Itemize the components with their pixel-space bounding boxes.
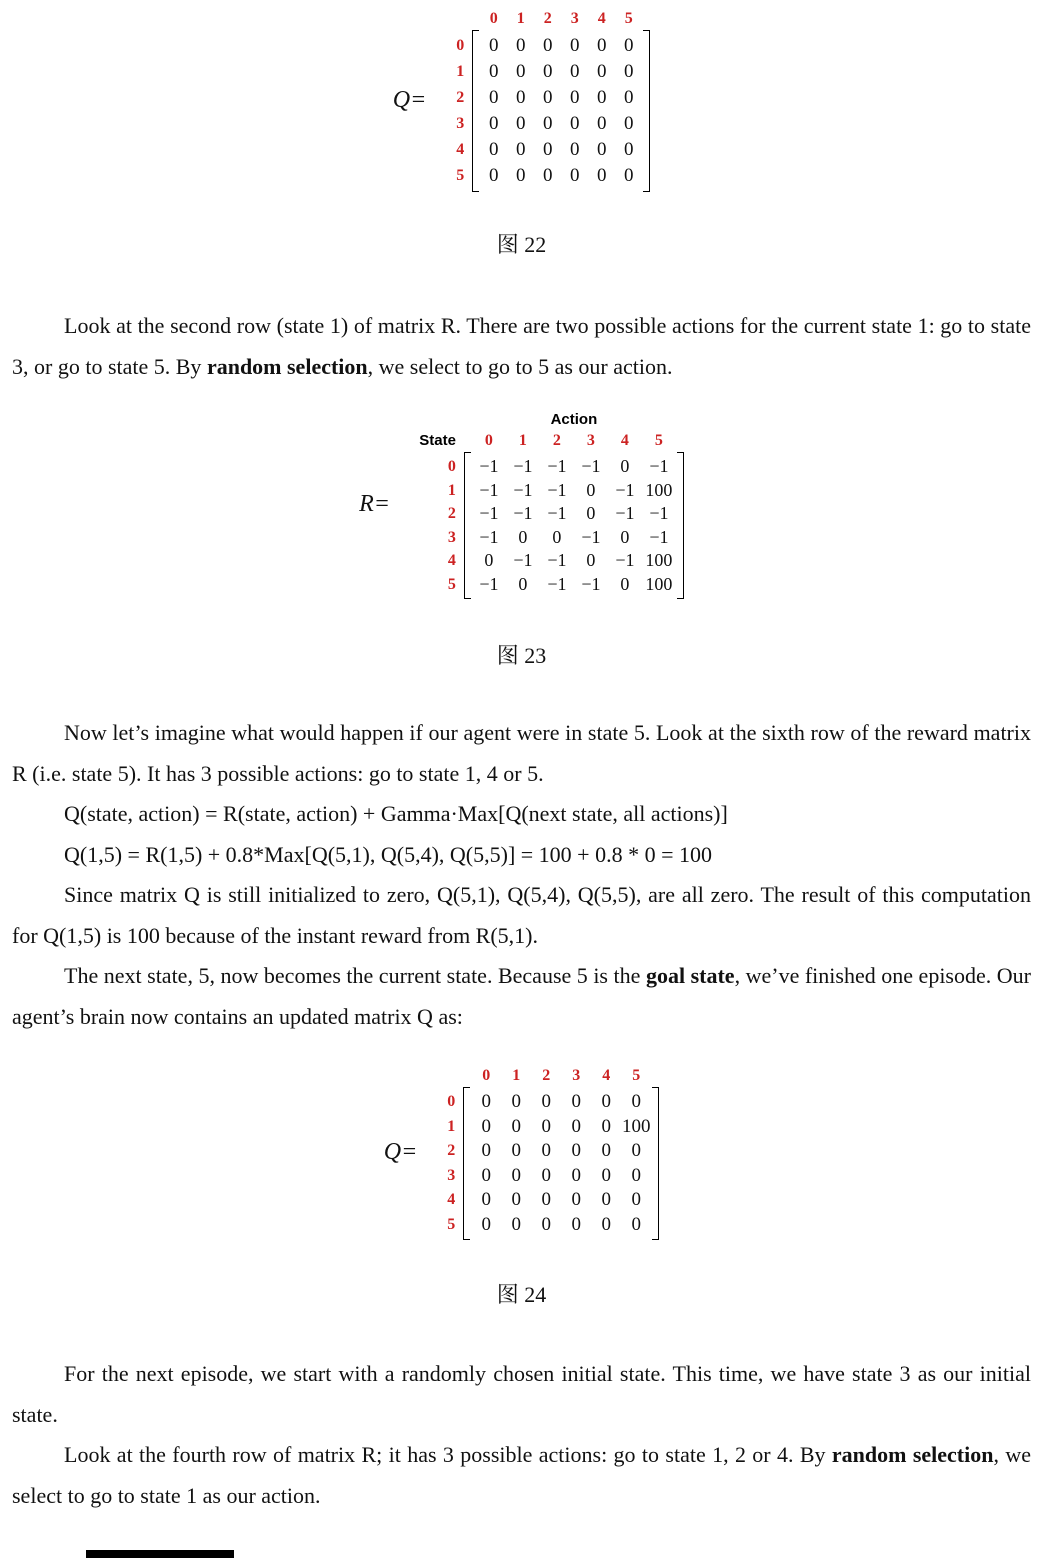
matrix-cell: 0 (518, 573, 528, 594)
matrix-cell: 0 (624, 87, 634, 108)
r-matrix (404, 409, 684, 599)
figure-23 (12, 409, 1031, 599)
matrix-cell: 0 (571, 1164, 582, 1186)
matrix-column-header: 0 (482, 1067, 491, 1084)
text-block-3 (12, 1354, 1031, 1516)
matrix-column-header: 1 (516, 10, 525, 27)
figure-22 (12, 8, 1031, 192)
matrix-corner-spacer (404, 409, 464, 430)
matrix-column-headers (463, 1065, 659, 1087)
matrix-cell: 0 (586, 503, 596, 523)
matrix-cell: 0 (489, 61, 499, 82)
matrix-row-labels (440, 30, 472, 192)
matrix-row (472, 526, 676, 550)
matrix-cell: 0 (489, 113, 499, 134)
matrix-column-headers (464, 430, 684, 452)
q-matrix-updated (431, 1065, 659, 1240)
matrix-cell: 0 (489, 165, 499, 186)
matrix-cell: 100 (645, 573, 673, 594)
matrix-cell: 0 (541, 1213, 552, 1235)
paragraph-next-episode (12, 1354, 1031, 1435)
paragraph-text: Since matrix Q is still initialized to zero, Q(5,1), Q(5,4), Q(5,5), are all zero. The result of this computation for Q(1,5) is 100 because of the instant reward from R(5,1). (12, 882, 1031, 948)
matrix-cell: 0 (586, 550, 596, 570)
matrix-row (471, 1115, 651, 1140)
matrix-row (480, 59, 642, 85)
matrix-row-label: 3 (456, 115, 465, 132)
matrix-row-label: 1 (447, 1117, 456, 1135)
matrix-row-label: 2 (456, 89, 465, 106)
matrix-row (472, 479, 676, 503)
matrix-column-header: 1 (518, 432, 527, 449)
matrix-body (440, 30, 650, 192)
matrix-cell: −1 (581, 573, 601, 594)
matrix-cell: −1 (513, 456, 533, 476)
matrix-cell: 0 (624, 61, 634, 82)
matrix-cell: 0 (516, 61, 526, 82)
text-block-1 (12, 306, 1031, 387)
matrix-cell: 0 (620, 573, 630, 594)
matrix-corner-spacer (431, 1065, 463, 1087)
matrix-cell: 100 (645, 550, 673, 570)
matrix-column-header: 0 (489, 10, 498, 27)
matrix-cell: 0 (631, 1091, 642, 1112)
matrix-cell: 0 (511, 1189, 522, 1210)
paragraph-text: , we select to go to state 1 as our action. (12, 1442, 1032, 1508)
matrix-cell: −1 (649, 503, 669, 523)
matrix-cell: 0 (570, 113, 580, 134)
matrix-cell: 0 (624, 35, 634, 56)
matrix-row-labels (431, 1087, 463, 1240)
matrix-cell: −1 (479, 456, 499, 476)
matrix-row (472, 502, 676, 526)
matrix-cell: 0 (631, 1164, 642, 1186)
matrix-column-header: 4 (620, 432, 629, 449)
matrix-cell: 0 (601, 1164, 612, 1186)
paragraph-goal-state (12, 956, 1031, 1037)
matrix-header-row (404, 430, 684, 452)
text-block-2 (12, 713, 1031, 1037)
r-equals-label: R= (359, 490, 390, 517)
matrix-cell: −1 (615, 550, 635, 570)
matrix-row-label: 4 (456, 141, 465, 158)
formula-text: Q(1,5) = R(1,5) + 0.8*Max[Q(5,1), Q(5,4), Q(5,5)] = 100 + 0.8 * 0 = 100 (64, 841, 713, 867)
matrix-row (480, 137, 642, 163)
matrix-cell: 0 (631, 1213, 642, 1235)
matrix-cell: 0 (541, 1091, 552, 1112)
matrix-column-header: 5 (624, 10, 633, 27)
matrix-row-label: 5 (447, 575, 456, 593)
matrix-cell: 0 (516, 113, 526, 134)
matrix-cell: −1 (581, 456, 601, 476)
matrix-column-header: 3 (572, 1067, 581, 1084)
matrix-header-row (440, 8, 650, 30)
matrix-cell: 0 (543, 61, 553, 82)
matrix-body (404, 452, 684, 599)
paragraph-text: The next state, 5, now becomes the current state. Because 5 is the (64, 963, 646, 988)
matrix-body (431, 1087, 659, 1240)
matrix-cell: 0 (570, 139, 580, 160)
cropped-text-artifact (86, 1550, 234, 1558)
matrix-row-label: 5 (447, 1215, 456, 1233)
matrix-row-label: 1 (447, 481, 456, 499)
matrix-cell: −1 (547, 456, 567, 476)
matrix-row (480, 85, 642, 111)
matrix-cell: 0 (586, 479, 596, 500)
matrix-cell: −1 (649, 456, 669, 476)
matrix-row (472, 455, 676, 479)
q-matrix-initial-figure (12, 8, 1031, 192)
matrix-cell: 0 (624, 165, 634, 186)
matrix-cell: 0 (489, 87, 499, 108)
paragraph-text: Now let’s imagine what would happen if our agent were in state 5. Look at the sixth row of the reward matrix R (i.e. state 5). It has 3 possible actions: go to state 1, 4 or 5. (12, 720, 1031, 786)
matrix-cell: −1 (513, 503, 533, 523)
matrix-cell: 0 (620, 456, 630, 476)
matrix-cell: 0 (543, 139, 553, 160)
matrix-cell: −1 (479, 503, 499, 523)
formula-text: Q(state, action) = R(state, action) + Gamma·Max[Q(next state, all actions)] (64, 801, 728, 826)
matrix-column-header: 1 (512, 1067, 521, 1084)
matrix-row (480, 163, 642, 189)
state-label: State (419, 432, 456, 449)
matrix-cell: 0 (489, 35, 499, 56)
matrix-cell: 0 (571, 1213, 582, 1235)
matrix-cell: 0 (597, 139, 607, 160)
matrix-brackets (463, 1087, 659, 1240)
matrix-cell: 0 (597, 113, 607, 134)
matrix-cell: 0 (511, 1213, 522, 1235)
matrix-row-label: 2 (447, 505, 456, 522)
matrix-cell: 0 (631, 1140, 642, 1161)
matrix-cell: 0 (511, 1115, 522, 1137)
matrix-cell: −1 (581, 526, 601, 547)
matrix-cell: −1 (479, 526, 499, 547)
paragraph-state-5 (12, 713, 1031, 794)
matrix-row (471, 1164, 651, 1189)
matrix-brackets (464, 452, 684, 599)
matrix-cell: 0 (511, 1140, 522, 1161)
paragraph-text: , we select to go to 5 as our action. (367, 353, 673, 379)
matrix-column-header: 5 (632, 1067, 641, 1084)
matrix-header-row (431, 1065, 659, 1087)
matrix-cell: 0 (597, 61, 607, 82)
matrix-cell: −1 (615, 503, 635, 523)
action-label: Action (550, 411, 598, 428)
bold-goal-state: goal state (645, 963, 735, 988)
matrix-cell: 0 (543, 35, 553, 56)
matrix-column-header: 3 (570, 10, 579, 27)
matrix-row-label: 2 (447, 1142, 456, 1159)
matrix-row-labels (404, 452, 464, 599)
paragraph-zero-q (12, 875, 1031, 956)
matrix-cell: 0 (541, 1164, 552, 1186)
matrix-cell: 0 (571, 1091, 582, 1112)
matrix-column-header: 2 (542, 1067, 551, 1084)
paragraph-text: Look at the fourth row of matrix R; it has 3 possible actions: go to state 1, 2 or 4. By (64, 1442, 832, 1467)
matrix-row (471, 1213, 651, 1238)
r-matrix-figure (12, 409, 1031, 599)
paragraph-random-selection-2 (12, 1435, 1031, 1516)
matrix-column-header: 3 (586, 432, 595, 449)
matrix-cell: 0 (481, 1140, 492, 1161)
matrix-cell: 0 (543, 113, 553, 134)
matrix-cell: 0 (601, 1091, 612, 1112)
matrix-cell: 0 (481, 1189, 492, 1210)
matrix-row-label: 3 (447, 1166, 456, 1184)
matrix-row-label: 4 (447, 1191, 456, 1208)
matrix-row-label: 0 (456, 37, 465, 54)
matrix-cell: 0 (624, 139, 634, 160)
matrix-cell: 0 (511, 1164, 522, 1186)
figure-24 (12, 1065, 1031, 1240)
matrix-cell: 0 (597, 35, 607, 56)
q-equals-label-2: Q= (383, 1139, 418, 1165)
matrix-column-header: 2 (552, 432, 561, 449)
paragraph-text: , we’ve finished one episode. Our agent’s brain now contains an updated matrix Q as: (12, 963, 1031, 1029)
figure-24-caption: 图 24 (496, 1282, 547, 1307)
matrix-cell: 0 (541, 1140, 552, 1161)
matrix-cell: −1 (649, 526, 669, 547)
q-matrix-initial (440, 8, 650, 192)
paragraph-text: Look at the second row (state 1) of matrix R. There are two possible actions for the current state 1: go to state 3, or go to state 5. By (12, 313, 1031, 379)
matrix-cell: 0 (516, 139, 526, 160)
formula-q-update (12, 794, 1031, 835)
matrix-cell: 0 (484, 550, 494, 570)
paragraph-text: For the next episode, we start with a randomly chosen initial state. This time, we have state 3 as our initial state. (12, 1361, 1031, 1427)
bold-random-selection: random selection (206, 353, 368, 379)
matrix-cell: 0 (481, 1091, 492, 1112)
matrix-cell: 0 (571, 1115, 582, 1137)
q-matrix-updated-figure (12, 1065, 1031, 1240)
matrix-cell: −1 (547, 479, 567, 500)
figure-23-caption: 图 23 (496, 643, 547, 668)
matrix-row (472, 573, 676, 597)
matrix-column-header: 5 (654, 432, 663, 449)
matrix-cell: 0 (624, 113, 634, 134)
matrix-cell: 0 (518, 526, 528, 547)
q-equals-label: Q= (392, 86, 427, 113)
matrix-cell: 100 (645, 479, 673, 500)
matrix-row (471, 1139, 651, 1164)
matrix-cell: 0 (552, 526, 562, 547)
matrix-column-header: 4 (597, 10, 606, 27)
matrix-cell: 0 (541, 1189, 552, 1210)
matrix-cell: 0 (516, 165, 526, 186)
matrix-cell: 100 (622, 1115, 651, 1137)
matrix-cell: 0 (601, 1115, 612, 1137)
matrix-top-label-row (404, 409, 684, 430)
matrix-row (471, 1188, 651, 1213)
matrix-cell: 0 (489, 139, 499, 160)
matrix-cell: 0 (481, 1213, 492, 1235)
matrix-cell: 0 (601, 1213, 612, 1235)
matrix-cell: 0 (541, 1115, 552, 1137)
matrix-cell: −1 (479, 479, 499, 500)
matrix-cell: 0 (620, 526, 630, 547)
matrix-row-label: 0 (447, 1093, 456, 1110)
figure-22-caption: 图 22 (496, 232, 547, 257)
matrix-row-label: 3 (447, 528, 456, 546)
matrix-cell: −1 (547, 503, 567, 523)
matrix-cell: 0 (543, 87, 553, 108)
matrix-cell: 0 (570, 87, 580, 108)
matrix-cell: 0 (570, 61, 580, 82)
matrix-corner-spacer (440, 8, 472, 30)
matrix-cell: 0 (597, 87, 607, 108)
matrix-cell: 0 (631, 1189, 642, 1210)
matrix-cell: −1 (513, 550, 533, 570)
matrix-brackets (472, 30, 650, 192)
matrix-row (480, 33, 642, 59)
matrix-cell: 0 (571, 1140, 582, 1161)
matrix-cell: −1 (479, 573, 499, 594)
matrix-row-label: 0 (447, 458, 456, 475)
formula-q15 (12, 835, 1031, 876)
matrix-cell: 0 (516, 35, 526, 56)
matrix-column-headers (472, 8, 650, 30)
matrix-cell: 0 (570, 165, 580, 186)
matrix-cell: −1 (547, 550, 567, 570)
matrix-cell: 0 (511, 1091, 522, 1112)
matrix-column-header: 4 (602, 1067, 611, 1084)
matrix-row (471, 1090, 651, 1115)
matrix-cell: −1 (615, 479, 635, 500)
matrix-cell: 0 (481, 1115, 492, 1137)
matrix-row-label: 5 (456, 167, 465, 184)
matrix-cell: 0 (516, 87, 526, 108)
matrix-cell: 0 (601, 1140, 612, 1161)
bold-random-selection-2: random selection (831, 1442, 994, 1467)
matrix-row-label: 4 (447, 552, 456, 569)
matrix-column-header: 0 (484, 432, 493, 449)
matrix-cell: 0 (597, 165, 607, 186)
matrix-row-label: 1 (456, 63, 465, 80)
paragraph-random-selection-1 (12, 306, 1031, 387)
matrix-cell: −1 (513, 479, 533, 500)
matrix-cell: 0 (481, 1164, 492, 1186)
matrix-cell: 0 (571, 1189, 582, 1210)
matrix-row (472, 549, 676, 573)
matrix-row (480, 111, 642, 137)
matrix-column-header: 2 (543, 10, 552, 27)
matrix-cell: 0 (570, 35, 580, 56)
matrix-cell: −1 (547, 573, 567, 594)
matrix-cell: 0 (601, 1189, 612, 1210)
matrix-cell: 0 (543, 165, 553, 186)
